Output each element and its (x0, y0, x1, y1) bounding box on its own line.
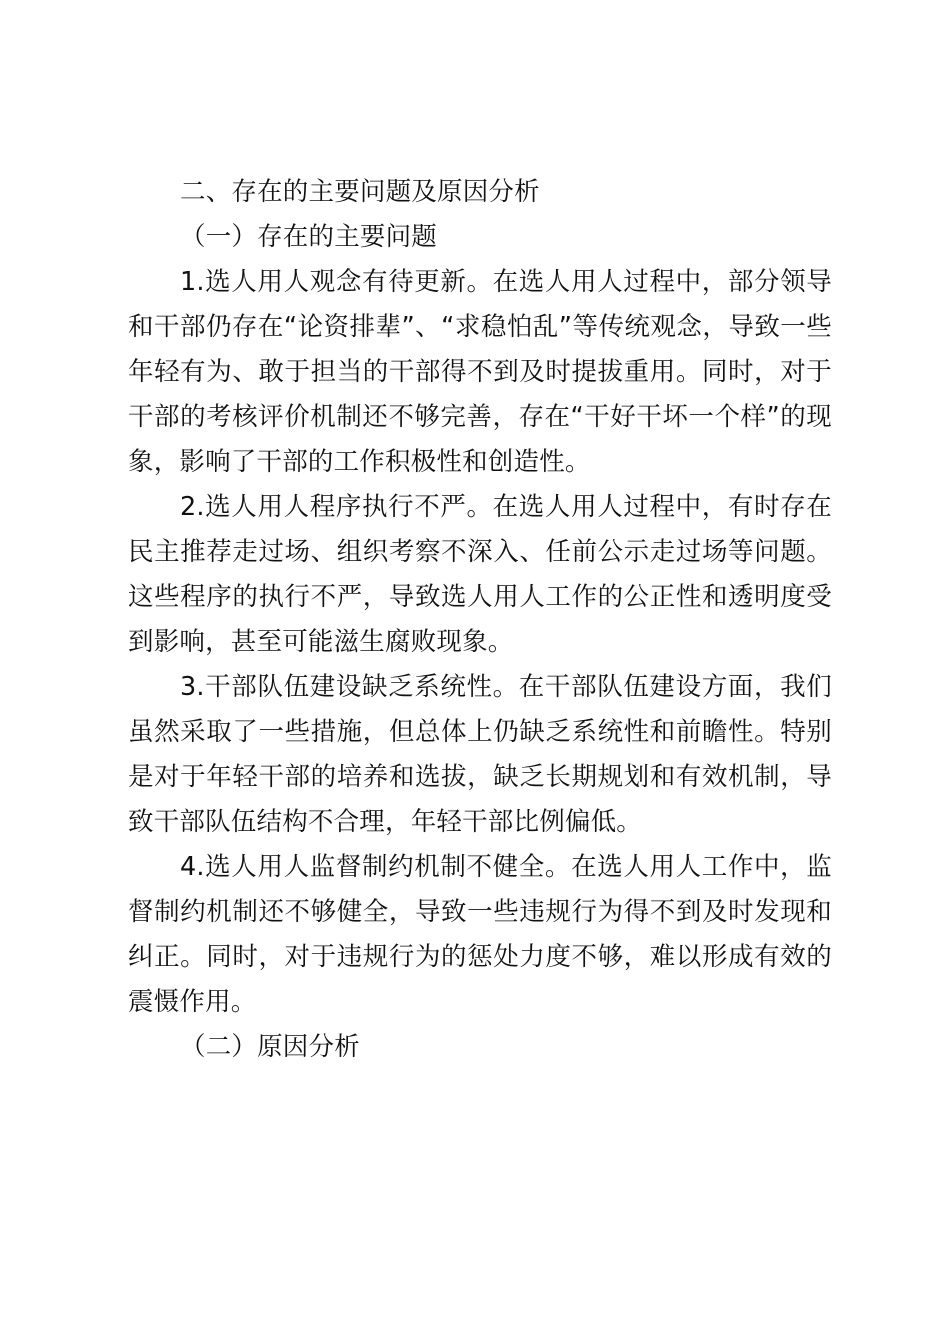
paragraph-2: 2.选人用人程序执行不严。在选人用人过程中，有时存在民主推荐走过场、组织考察不深入、任前公示走过场等问题。这些程序的执行不严，导致选人用人工作的公正性和透明度受到影响，甚至可能滋生腐败现象。 (128, 492, 832, 657)
subsection-heading-problems: （一）存在的主要问题 (180, 222, 438, 252)
paragraph-4: 4.选人用人监督制约机制不健全。在选人用人工作中，监督制约机制还不够健全，导致一些违规行为得不到及时发现和纠正。同时，对于违规行为的惩处力度不够，难以形成有效的震慑作用。 (128, 852, 832, 1017)
document-body (128, 170, 832, 1070)
paragraph-3: 3.干部队伍建设缺乏系统性。在干部队伍建设方面，我们虽然采取了一些措施，但总体上仍缺乏系统性和前瞻性。特别是对于年轻干部的培养和选拔，缺乏长期规划和有效机制，导致干部队伍结构不合理，年轻干部比例偏低。 (128, 672, 832, 837)
paragraph-1: 1.选人用人观念有待更新。在选人用人过程中，部分领导和干部仍存在“论资排辈”、“求稳怕乱”等传统观念，导致一些年轻有为、敢于担当的干部得不到及时提拔重用。同时，对于干部的考核评价机制还不够完善，存在“干好干坏一个样”的现象，影响了干部的工作积极性和创造性。 (128, 267, 832, 477)
section-heading: 二、存在的主要问题及原因分析 (180, 177, 540, 207)
subsection-heading-causes: （二）原因分析 (180, 1032, 360, 1062)
